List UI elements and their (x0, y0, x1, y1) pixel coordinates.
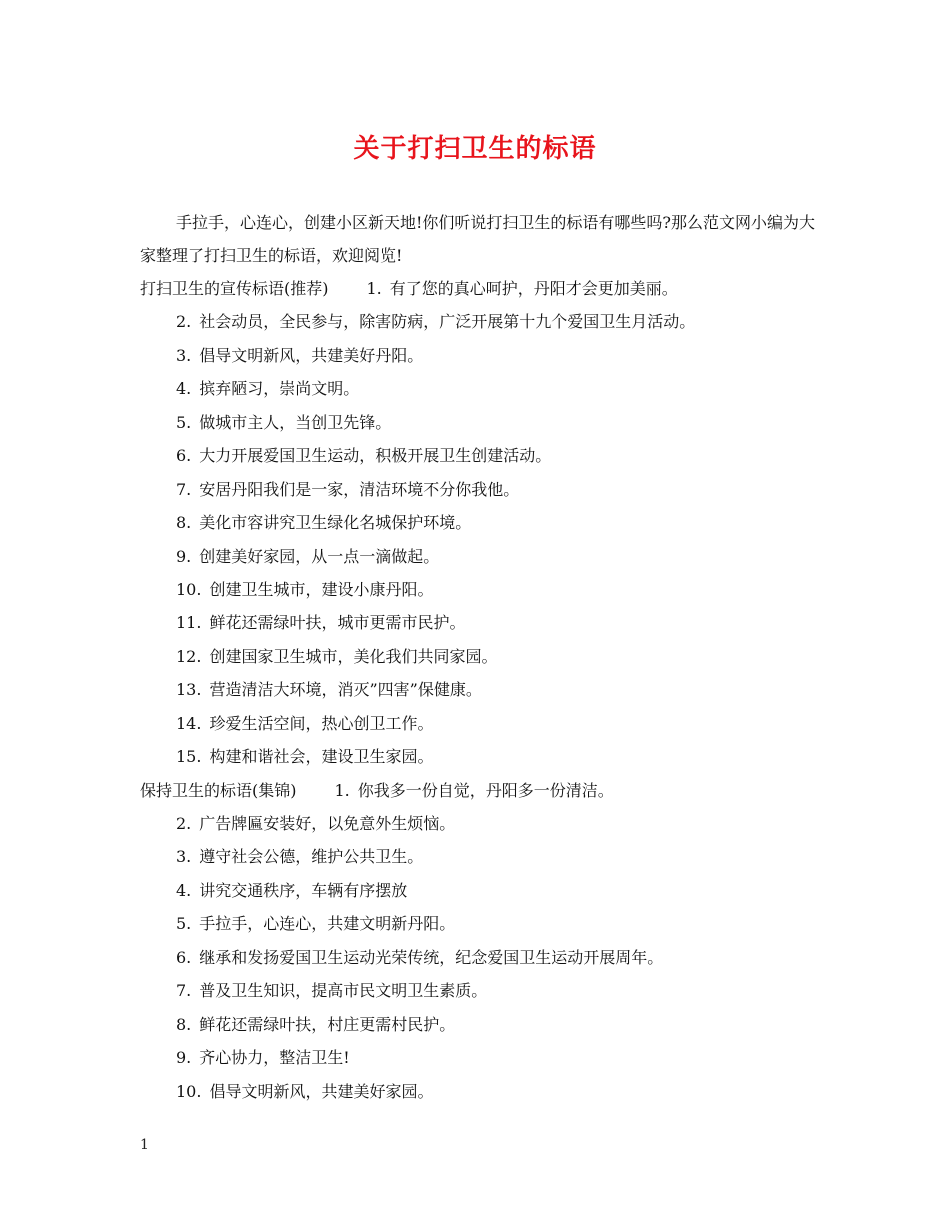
list-item (0, 941, 950, 974)
section-heading-line (0, 774, 950, 807)
item-text: 你我多一份自觉，丹阳多一份清洁。 (357, 780, 614, 800)
slogan-list (0, 272, 950, 1108)
item-text: 摈弃陋习，崇尚文明。 (199, 379, 360, 399)
item-number: 1. (366, 279, 382, 298)
list-item (0, 807, 950, 840)
item-number: 11. (176, 613, 202, 633)
item-number: 8. (176, 513, 192, 533)
item-text: 大力开展爱国卫生运动，积极开展卫生创建活动。 (199, 446, 552, 466)
item-text: 手拉手，心连心，共建文明新丹阳。 (199, 914, 456, 934)
item-number: 4. (176, 880, 192, 900)
item-number: 7. (176, 479, 192, 499)
item-number: 5. (176, 914, 192, 934)
list-item (0, 606, 950, 639)
item-number: 9. (176, 1048, 192, 1068)
item-number: 2. (176, 312, 192, 332)
item-number: 5. (176, 412, 192, 432)
item-text: 构建和谐社会，建设卫生家园。 (209, 747, 434, 767)
document-title: 关于打扫卫生的标语 (353, 134, 597, 164)
item-text: 鲜花还需绿叶扶，村庄更需村民护。 (199, 1014, 456, 1034)
list-item (0, 473, 950, 506)
intro-paragraph: 手拉手，心连心，创建小区新天地!你们听说打扫卫生的标语有哪些吗?那么范文网小编为大家整理了打扫卫生的标语，欢迎阅览! (140, 213, 816, 265)
item-text: 倡导文明新风，共建美好丹阳。 (199, 345, 424, 365)
item-text: 安居丹阳我们是一家，清洁环境不分你我他。 (199, 479, 520, 499)
item-number: 7. (176, 981, 192, 1001)
item-text: 珍爱生活空间，热心创卫工作。 (209, 713, 434, 733)
section-label: 保持卫生的标语(集锦) (140, 780, 297, 800)
item-text: 创建国家卫生城市，美化我们共同家园。 (209, 646, 498, 666)
list-item (0, 372, 950, 405)
list-item (0, 1008, 950, 1041)
section-heading-line (0, 272, 950, 305)
list-item (0, 707, 950, 740)
item-text: 遵守社会公德，维护公共卫生。 (199, 847, 424, 867)
item-number: 12. (176, 646, 202, 666)
item-number: 14. (176, 713, 202, 733)
item-text: 营造清洁大环境，消灭”四害”保健康。 (209, 680, 482, 700)
item-number: 10. (176, 579, 202, 599)
item-text: 讲究交通秩序，车辆有序摆放 (199, 880, 408, 900)
item-number: 8. (176, 1014, 192, 1034)
item-number: 13. (176, 680, 202, 700)
item-text: 倡导文明新风，共建美好家园。 (209, 1081, 434, 1101)
list-item (0, 339, 950, 372)
list-item (0, 840, 950, 873)
item-number: 2. (176, 814, 192, 833)
list-item (0, 540, 950, 573)
item-text: 齐心协力，整洁卫生! (199, 1048, 350, 1068)
item-text: 做城市主人，当创卫先锋。 (199, 412, 392, 432)
list-item (0, 740, 950, 773)
item-text: 广告牌匾安装好，以免意外生烦恼。 (199, 814, 456, 833)
list-item (0, 406, 950, 439)
item-text: 普及卫生知识，提高市民文明卫生素质。 (199, 981, 488, 1001)
item-text: 继承和发扬爱国卫生运动光荣传统，纪念爱国卫生运动开展周年。 (199, 947, 664, 967)
item-number: 3. (176, 847, 192, 867)
item-number: 9. (176, 546, 192, 566)
list-item (0, 506, 950, 539)
item-number: 4. (176, 379, 192, 399)
list-item (0, 439, 950, 472)
list-item (0, 907, 950, 940)
item-number: 6. (176, 947, 192, 967)
item-text: 创建卫生城市，建设小康丹阳。 (209, 579, 434, 599)
item-number: 10. (176, 1081, 202, 1101)
item-text: 有了您的真心呵护，丹阳才会更加美丽。 (389, 279, 678, 298)
list-item (0, 974, 950, 1007)
page-number: 1 (140, 1137, 149, 1153)
item-number: 6. (176, 446, 192, 466)
section-label: 打扫卫生的宣传标语(推荐) (140, 279, 329, 298)
item-number: 3. (176, 345, 192, 365)
list-item (0, 1075, 950, 1108)
list-item (0, 305, 950, 338)
list-item (0, 874, 950, 907)
list-item (0, 673, 950, 706)
item-text: 创建美好家园，从一点一滴做起。 (199, 546, 440, 566)
item-text: 鲜花还需绿叶扶，城市更需市民护。 (209, 613, 466, 633)
item-text: 社会动员，全民参与，除害防病，广泛开展第十九个爱国卫生月活动。 (199, 312, 696, 332)
list-item (0, 640, 950, 673)
item-number: 1. (334, 780, 350, 800)
item-text: 美化市容讲究卫生绿化名城保护环境。 (199, 513, 472, 533)
list-item (0, 1041, 950, 1074)
list-item (0, 573, 950, 606)
item-number: 15. (176, 747, 202, 767)
